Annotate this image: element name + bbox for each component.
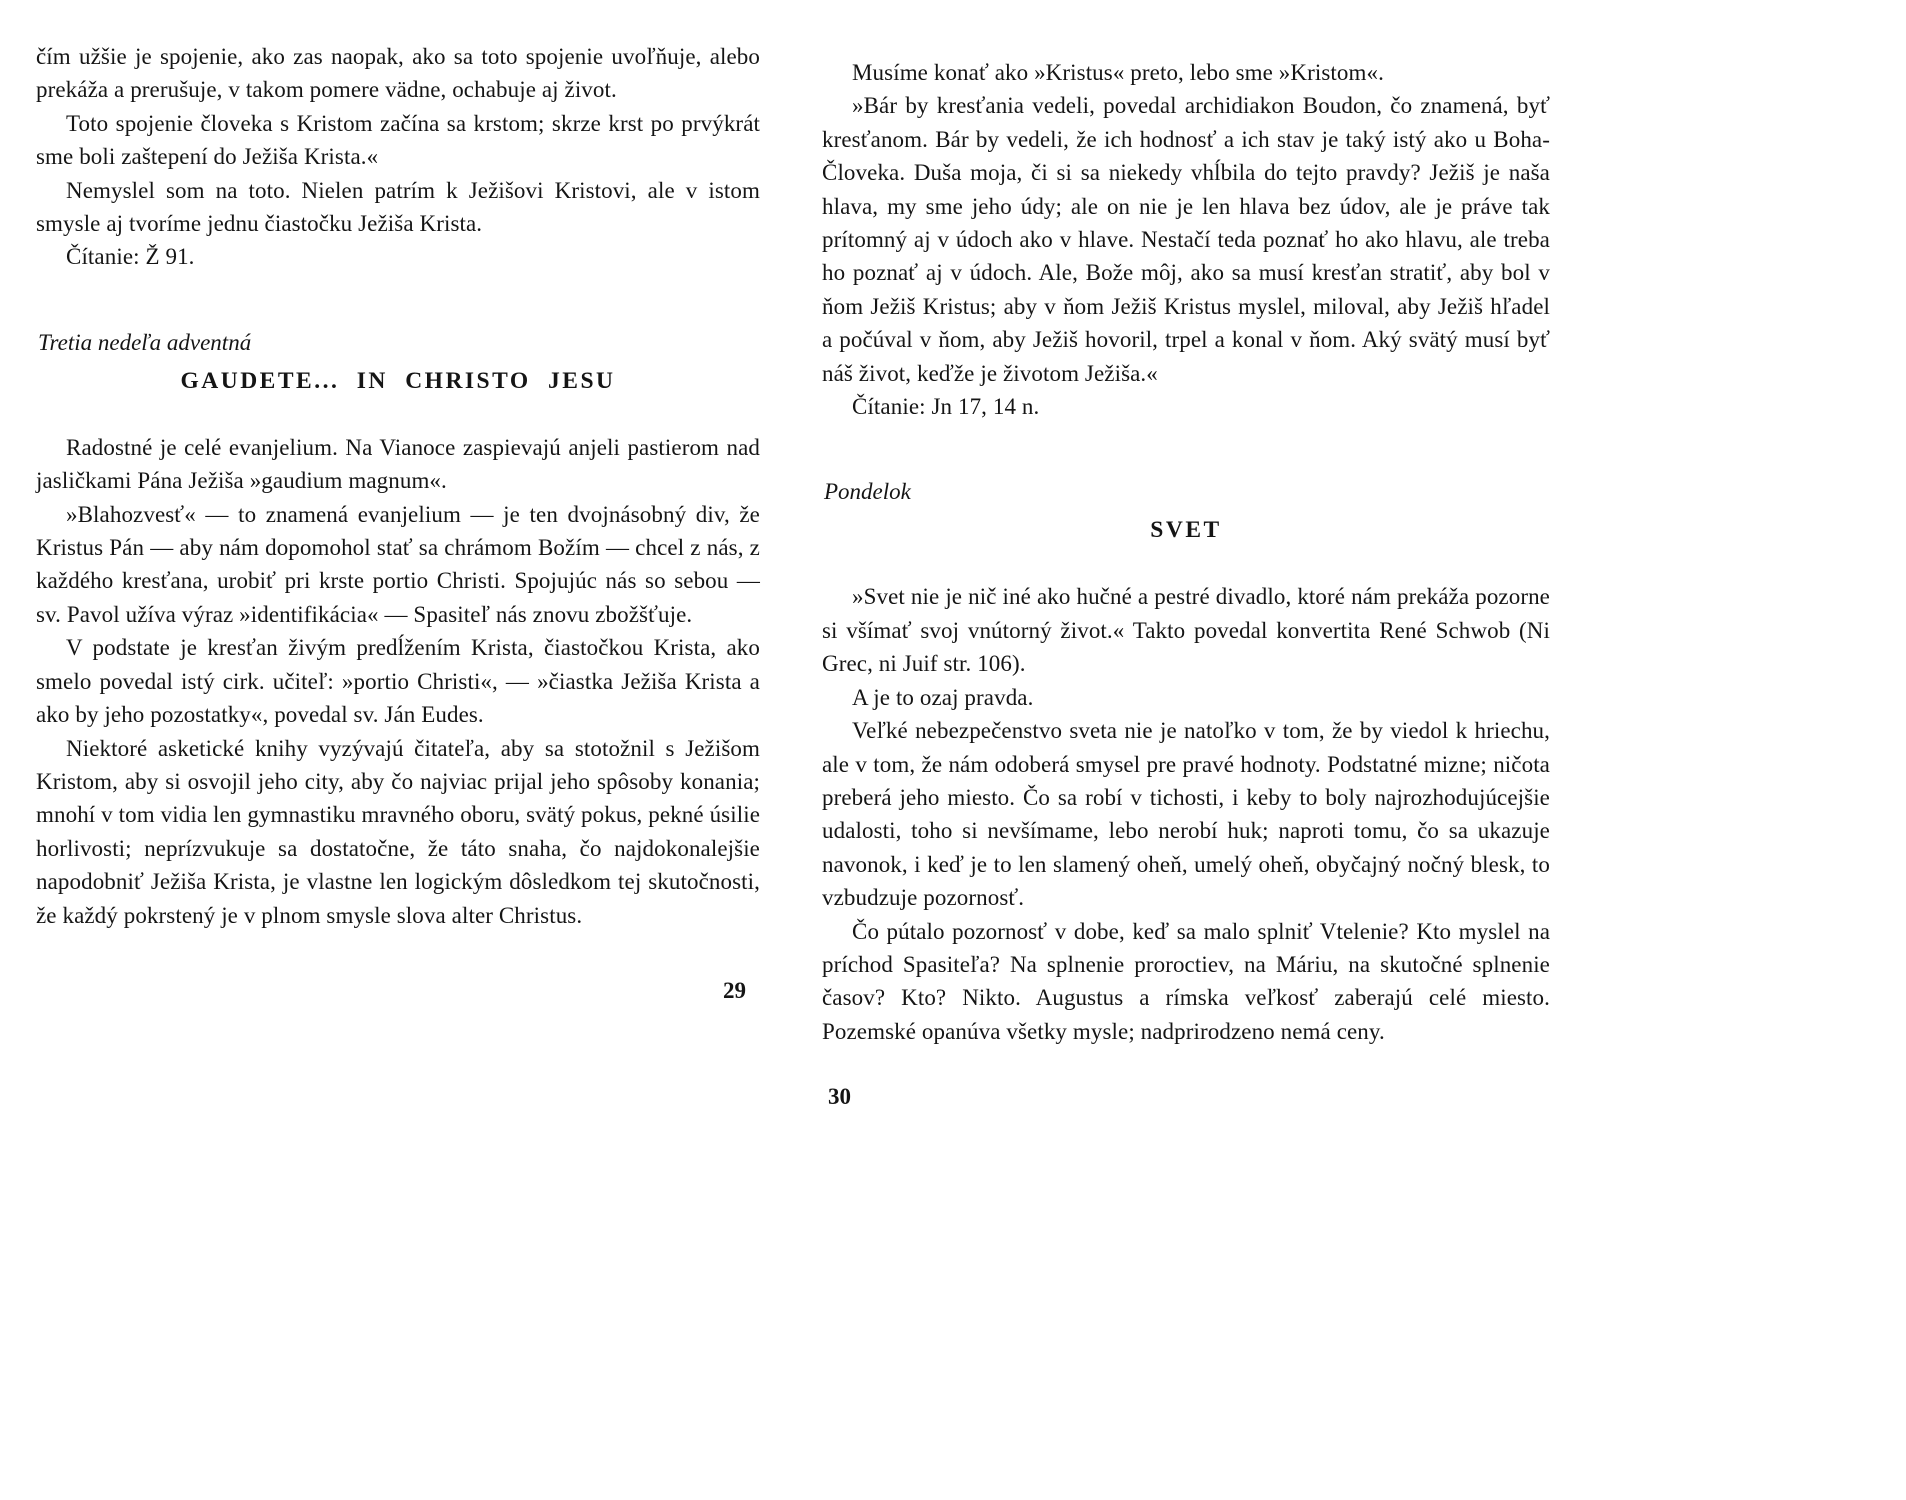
page-number: 30	[828, 1084, 851, 1110]
section-heading-centered: SVET	[1150, 517, 1222, 544]
paragraph: V podstate je kresťan živým predĺžením Krista, čiastočkou Krista, ako smelo povedal istý cirk. učiteľ: »portio Christi«, — »čiastka Ježiša Krista a ako by jeho pozostatky«, povedal sv. Ján Eudes.	[36, 635, 760, 728]
reading-reference: Čítanie: Ž 91.	[66, 244, 195, 270]
paragraph: Niektoré asketické knihy vyzývajú čitateľa, aby sa stotožnil s Ježišom Kristom, aby si osvojil jeho city, aby čo najviac prijal jeho spôsoby konania; mnohí v tom vidia len gymnastiku mravného oboru, svätý pokus, pekné úsilie horlivosti; neprízvukuje sa dostatočne, že táto snaha, čo najdokonalejšie napodobniť Ježiša Krista, je vlastne len logickým dôsledkom tej skutočnosti, že každý pokrstený je v plnom smysle slova alter Christus.	[36, 735, 760, 928]
paragraph: Čo pútalo pozornosť v dobe, keď sa malo splniť Vtelenie? Kto myslel na príchod Spasiteľa? Na splnenie proroctiev, na Máriu, na skutočné splnenie časov? Kto? Nikto. Augustus a rímska veľkosť zaberajú celé miesto. Pozemské opanúva všetky mysle; nadprirodzeno nemá ceny.	[822, 918, 1550, 1044]
paragraph: Toto spojenie človeka s Kristom začína sa krstom; skrze krst po prvýkrát sme boli zaštepení do Ježiša Krista.«	[36, 110, 760, 170]
paragraph: Musíme konať ako »Kristus« preto, lebo sme »Kristom«.	[852, 60, 1384, 85]
paragraph: »Blahozvesť« — to znamená evanjelium — je ten dvojnásobný div, že Kristus Pán — aby nám dopomohol stať sa chrámom Božím — chcel z nás, z každého kresťana, urobiť pri krste portio Christi. Spojujúc nás so sebou — sv. Pavol užíva výraz »identifikácia« — Spasiteľ nás znovu zbožšťuje.	[36, 501, 760, 627]
paragraph: »Bár by kresťania vedeli, povedal archidiakon Boudon, čo znamená, byť kresťanom. Bár by vedeli, že ich hodnosť a ich stav je taký istý ako u Boha-Človeka. Duša moja, či si sa niekedy vhĺbila do tejto pravdy? Ježiš je naša hlava, my sme jeho údy; ale on nie je len hlava bez údov, ale je práve tak prítomný aj v údoch ako v hlave. Nestačí teda poznať ho ako hlavu, ale treba ho poznať aj v údoch. Ale, Bože môj, ako sa musí kresťan stratiť, aby bol v ňom Ježiš Kristus; aby v ňom Ježiš Kristus myslel, miloval, aby Ježiš hľadel a počúval v ňom, aby Ježiš hovoril, trpel a konal v ňom. Aký svätý musí byť náš život, keďže je životom Ježiša.«	[822, 93, 1550, 386]
section-heading-italic: Pondelok	[824, 479, 911, 505]
page-left	[36, 40, 760, 1004]
section-heading-centered: GAUDETE... IN CHRISTO JESU	[180, 367, 616, 394]
paragraph: čím užšie je spojenie, ako zas naopak, ako sa toto spojenie uvoľňuje, alebo prekáža a prerušuje, v takom pomere vädne, ochabuje aj život.	[36, 44, 760, 103]
paragraph: Radostné je celé evanjelium. Na Vianoce zaspievajú anjeli pastierom nad jasličkami Pána Ježiša »gaudium magnum«.	[36, 434, 760, 494]
reading-reference: Čítanie: Jn 17, 14 n.	[852, 394, 1040, 420]
paragraph: »Svet nie je nič iné ako hučné a pestré divadlo, ktoré nám prekáža pozorne si všímať svoj vnútorný život.« Takto povedal konvertita René Schwob (Ni Grec, ni Juif str. 106).	[822, 584, 1550, 677]
paragraph: A je to ozaj pravda.	[852, 684, 1034, 710]
page-right	[822, 56, 1550, 1110]
page-number: 29	[723, 977, 746, 1003]
paragraph: Nemyslel som na toto. Nielen patrím k Ježišovi Kristovi, ale v istom smysle aj tvoríme jednu čiastočku Ježiša Krista.	[36, 177, 760, 237]
paragraph: Veľké nebezpečenstvo sveta nie je natoľko v tom, že by viedol k hriechu, ale v tom, že nám odoberá smysel pre pravé hodnoty. Podstatné mizne; ničota preberá jeho miesto. Čo sa robí v tichosti, i keby to boly najrozhodujúcejšie udalosti, toho si nevšímame, lebo nerobí huk; naproti tomu, čo sa ukazuje navonok, i keď je to len slamený oheň, umelý oheň, obyčajný nočný blesk, to vzbudzuje pozornosť.	[822, 718, 1550, 911]
section-heading-italic: Tretia nedeľa adventná	[38, 329, 252, 355]
